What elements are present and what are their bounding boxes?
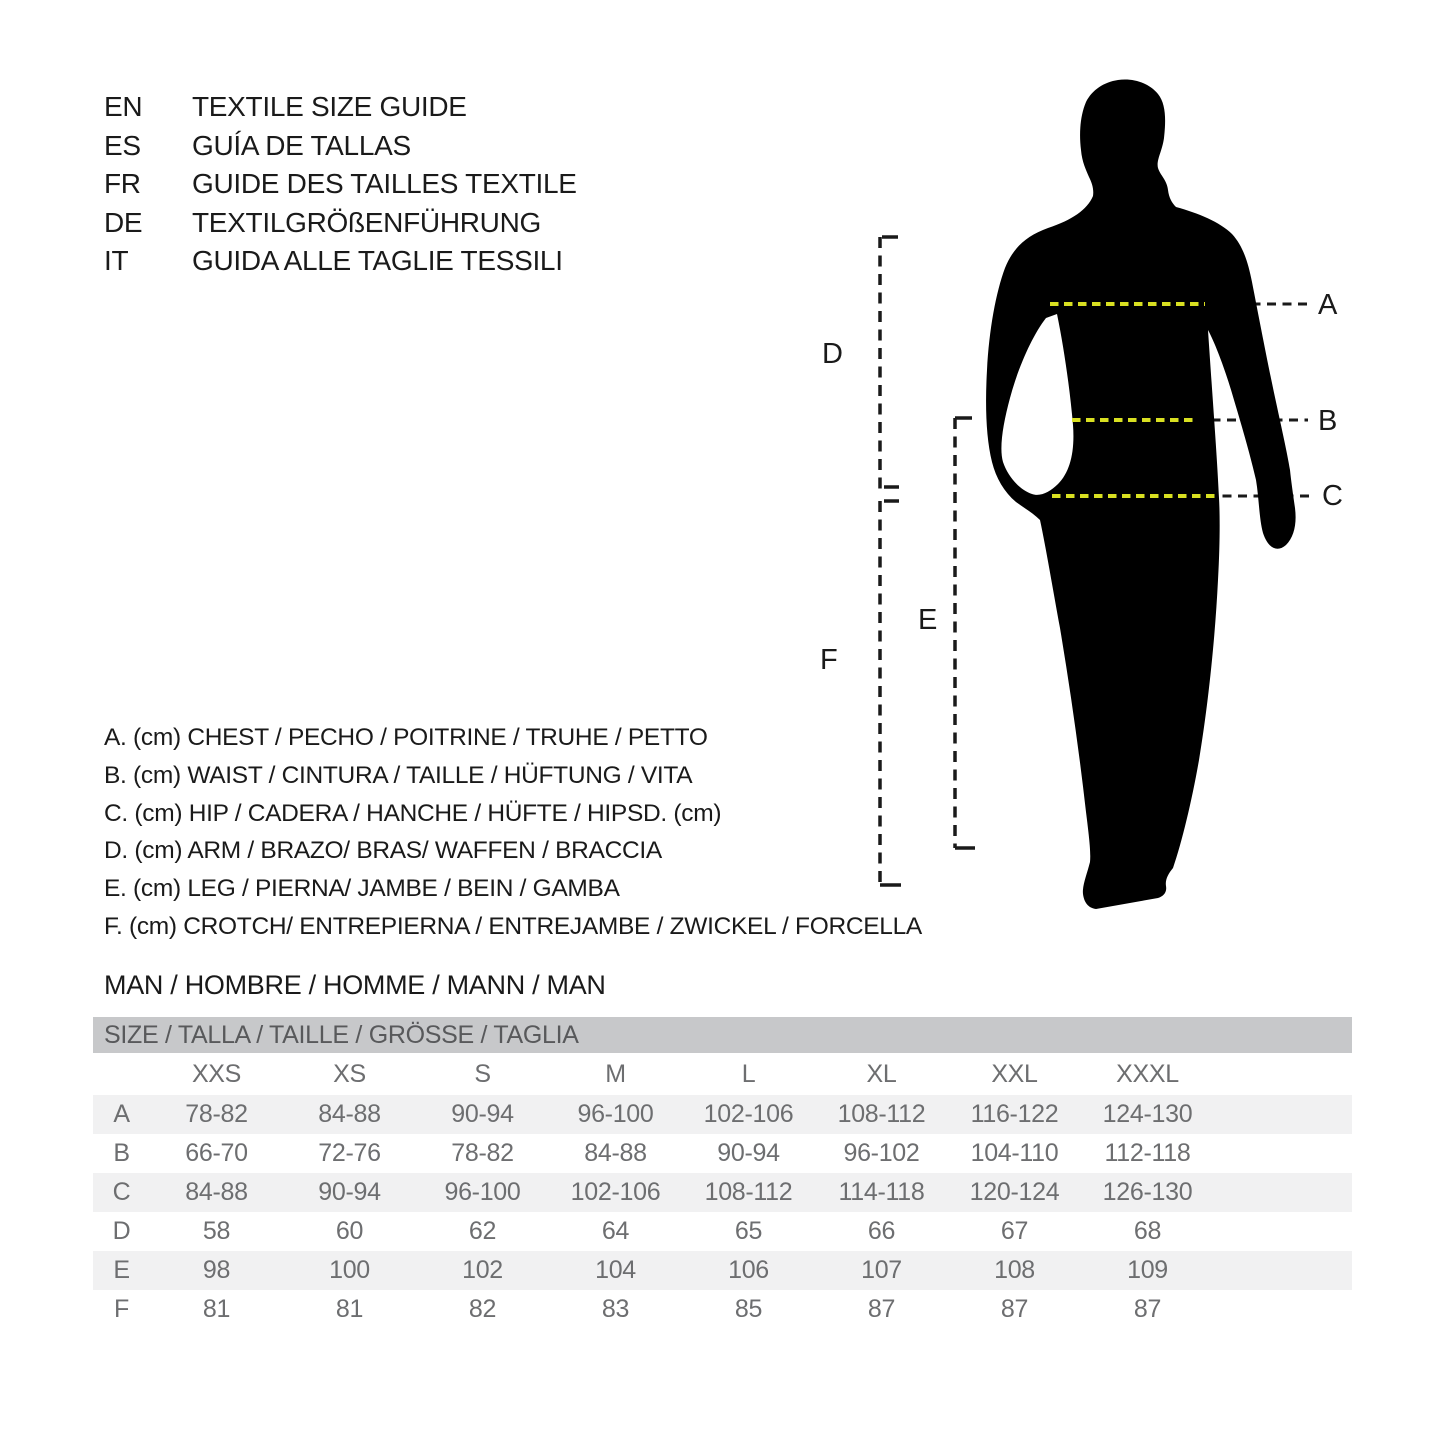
label-crotch: F [820, 644, 838, 676]
language-code: ES [104, 129, 141, 161]
size-table-row [93, 1212, 1352, 1251]
label-chest: A [1318, 289, 1338, 321]
size-column-header: S [474, 1059, 491, 1088]
language-row [104, 242, 577, 281]
size-value-cell: 81 [335, 1295, 364, 1323]
table-filler [1214, 1095, 1352, 1134]
size-value-cell: 65 [734, 1217, 763, 1245]
size-table [93, 1053, 1352, 1329]
language-code: IT [104, 245, 129, 276]
language-row [104, 204, 577, 243]
size-row-label: E [113, 1256, 130, 1284]
size-value-cell: 108-112 [837, 1100, 926, 1128]
size-table-row [93, 1290, 1352, 1329]
measurement-legend-row: D. (cm) ARM / BRAZO/ BRAS/ WAFFEN / BRACCIA [104, 837, 662, 865]
measurement-legend-row: A. (cm) CHEST / PECHO / POITRINE / TRUHE / PETTO [104, 724, 708, 751]
size-value-cell: 78-82 [185, 1100, 248, 1128]
guide-title: GUÍA DE TALLAS [192, 129, 411, 161]
table-filler [1214, 1134, 1352, 1173]
size-value-cell: 60 [335, 1217, 364, 1245]
size-columns-row [93, 1053, 1352, 1095]
size-value-cell: 78-82 [451, 1139, 514, 1167]
measurement-legend-row: F. (cm) CROTCH/ ENTREPIERNA / ENTREJAMBE / ZWICKEL / FORCELLA [104, 912, 922, 940]
size-row-label: A [113, 1100, 130, 1128]
size-value-cell: 72-76 [318, 1139, 381, 1167]
size-value-cell: 83 [601, 1295, 630, 1323]
size-value-cell: 126-130 [1102, 1178, 1193, 1206]
language-code: FR [104, 168, 141, 199]
size-value-cell: 114-118 [838, 1178, 925, 1206]
size-value-cell: 96-102 [843, 1139, 920, 1167]
size-value-cell: 66 [867, 1217, 896, 1245]
size-table-row [93, 1251, 1352, 1290]
language-code: DE [104, 206, 143, 238]
measurement-legend-row: C. (cm) HIP / CADERA / HANCHE / HÜFTE / HIPSD. (cm) [104, 799, 722, 827]
size-value-cell: 102 [462, 1256, 503, 1284]
size-value-cell: 90-94 [451, 1100, 514, 1128]
size-value-cell: 81 [202, 1295, 231, 1323]
size-table-title: SIZE / TALLA / TAILLE / GRÖSSE / TAGLIA [93, 1017, 1352, 1053]
size-row-label: C [112, 1178, 131, 1206]
size-column-header: L [741, 1059, 756, 1088]
size-value-cell: 90-94 [717, 1139, 780, 1167]
table-filler [1214, 1290, 1352, 1329]
size-value-cell: 67 [1000, 1217, 1029, 1245]
size-value-cell: 85 [734, 1295, 763, 1323]
gender-heading: MAN / HOMBRE / HOMME / MANN / MAN [104, 970, 606, 1000]
size-value-cell: 100 [329, 1256, 370, 1284]
table-filler [1214, 1251, 1352, 1290]
size-value-cell: 64 [601, 1217, 630, 1245]
language-row [104, 127, 577, 166]
language-title-block [104, 88, 577, 281]
label-leg: E [918, 604, 938, 636]
size-value-cell: 84-88 [185, 1178, 248, 1206]
size-column-header: XL [866, 1059, 897, 1088]
size-columns-corner [93, 1053, 150, 1095]
label-arm: D [822, 338, 843, 370]
size-column-header: XXL [991, 1059, 1038, 1088]
size-value-cell: 66-70 [185, 1139, 248, 1167]
language-row [104, 88, 577, 127]
measurement-legend-row: E. (cm) LEG / PIERNA/ JAMBE / BEIN / GAMBA [104, 875, 620, 903]
language-row [104, 165, 577, 204]
size-value-cell: 102-106 [703, 1100, 794, 1128]
size-table-body [93, 1095, 1352, 1329]
size-table-row [93, 1134, 1352, 1173]
guide-title: GUIDA ALLE TAGLIE TESSILI [192, 245, 563, 276]
size-value-cell: 104 [595, 1256, 636, 1284]
size-column-header: XS [333, 1059, 366, 1088]
size-value-cell: 68 [1133, 1217, 1162, 1245]
size-value-cell: 98 [202, 1256, 231, 1284]
size-value-cell: 84-88 [318, 1100, 381, 1128]
guide-title: TEXTILGRÖßENFÜHRUNG [192, 206, 541, 238]
guide-title: GUIDE DES TAILLES TEXTILE [192, 168, 577, 199]
size-value-cell: 90-94 [318, 1178, 381, 1206]
size-value-cell: 104-110 [970, 1139, 1059, 1167]
size-value-cell: 120-124 [969, 1178, 1060, 1206]
table-filler [1214, 1053, 1352, 1095]
size-table-row [93, 1173, 1352, 1212]
size-value-cell: 102-106 [570, 1178, 661, 1206]
size-table-section [93, 1017, 1352, 1329]
size-row-label: B [113, 1139, 130, 1167]
size-table-row [93, 1095, 1352, 1134]
size-row-label: F [114, 1295, 129, 1323]
size-value-cell: 96-100 [577, 1100, 654, 1128]
size-column-header: XXS [191, 1059, 242, 1088]
size-value-cell: 106 [728, 1256, 769, 1284]
size-value-cell: 112-118 [1104, 1139, 1191, 1167]
size-value-cell: 96-100 [444, 1178, 521, 1206]
size-value-cell: 82 [468, 1295, 497, 1323]
measurement-legend-row: B. (cm) WAIST / CINTURA / TAILLE / HÜFTUNG / VITA [104, 761, 693, 789]
table-filler [1214, 1173, 1352, 1212]
size-value-cell: 109 [1127, 1256, 1168, 1284]
size-value-cell: 107 [861, 1256, 902, 1284]
size-value-cell: 124-130 [1102, 1100, 1193, 1128]
measurement-legend [104, 719, 922, 946]
size-value-cell: 84-88 [584, 1139, 647, 1167]
size-value-cell: 116-122 [970, 1100, 1059, 1128]
label-hip: C [1322, 480, 1343, 512]
label-waist: B [1318, 405, 1338, 437]
size-row-label: D [112, 1217, 131, 1245]
size-value-cell: 108 [994, 1256, 1035, 1284]
size-column-header: XXXL [1116, 1059, 1179, 1088]
size-column-header: M [605, 1059, 626, 1088]
guide-title: TEXTILE SIZE GUIDE [192, 91, 467, 122]
language-code: EN [104, 91, 143, 122]
size-value-cell: 87 [1000, 1295, 1029, 1323]
size-value-cell: 108-112 [704, 1178, 793, 1206]
size-value-cell: 87 [1133, 1295, 1162, 1323]
table-filler [1214, 1212, 1352, 1251]
size-value-cell: 62 [468, 1217, 497, 1245]
size-value-cell: 87 [867, 1295, 896, 1323]
size-value-cell: 58 [202, 1217, 231, 1245]
